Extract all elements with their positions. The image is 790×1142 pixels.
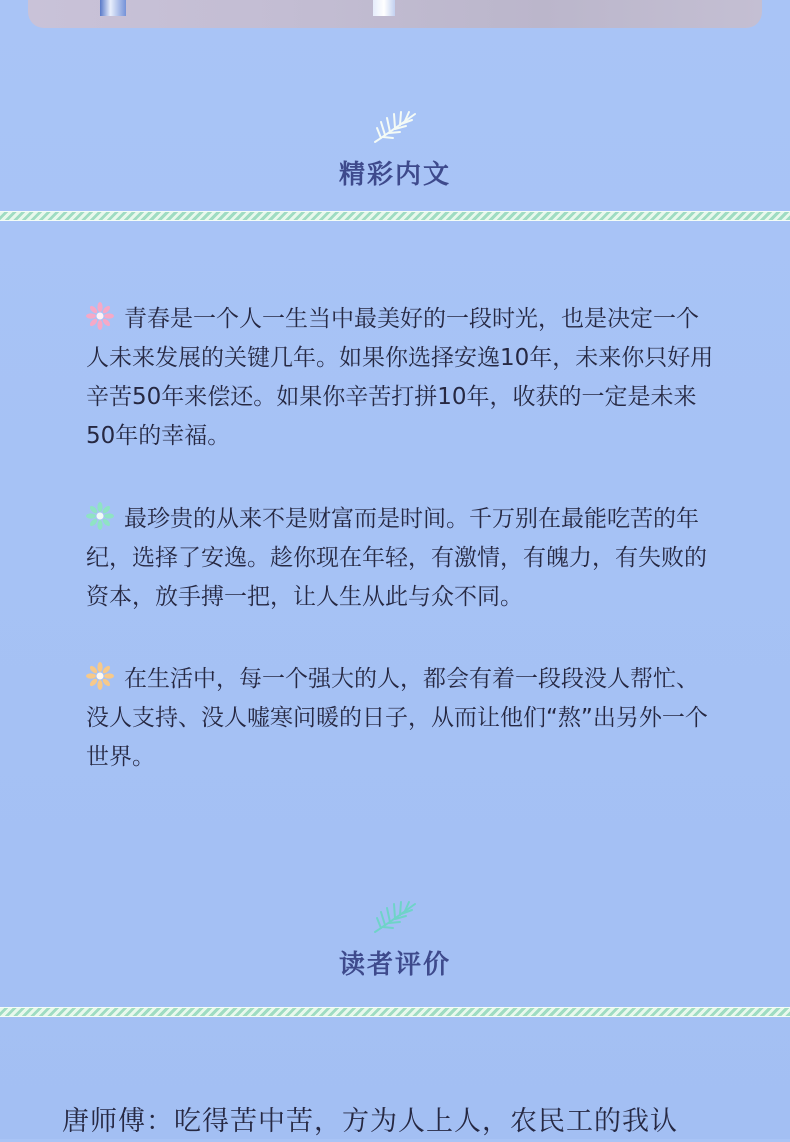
reader-review: 唐师傅：吃得苦中苦，方为人上人，农民工的我认 bbox=[62, 1106, 678, 1137]
section-divider bbox=[0, 211, 790, 221]
excerpt-text: 在生活中，每一个强大的人，都会有着一段段没人帮忙、没人支持、没人嘘寒问暖的日子，从而让他们“熬”出另外一个世界。 bbox=[86, 666, 708, 770]
section-title: 读者评价 bbox=[338, 950, 451, 980]
excerpt-paragraph bbox=[86, 300, 716, 456]
section-title: 精彩内文 bbox=[338, 160, 451, 190]
excerpt-paragraph bbox=[86, 660, 716, 777]
section-header-excerpts bbox=[0, 108, 790, 191]
section-divider bbox=[0, 1007, 790, 1017]
section-header-reviews bbox=[0, 898, 790, 981]
palm-leaf-icon bbox=[369, 898, 421, 936]
daisy-icon bbox=[86, 502, 114, 530]
daisy-icon bbox=[86, 302, 114, 330]
product-photo-bottom bbox=[28, 0, 762, 28]
excerpt-paragraph bbox=[86, 500, 716, 617]
book-page-edge bbox=[373, 0, 395, 16]
book-spine bbox=[100, 0, 126, 16]
excerpt-text: 最珍贵的从来不是财富而是时间。千万别在最能吃苦的年纪，选择了安逸。趁你现在年轻，有激情，有魄力，有失败的资本，放手搏一把，让人生从此与众不同。 bbox=[86, 506, 707, 610]
palm-leaf-icon bbox=[369, 108, 421, 146]
excerpt-text: 青春是一个人一生当中最美好的一段时光，也是决定一个人未来发展的关键几年。如果你选择安逸10年，未来你只好用辛苦50年来偿还。如果你辛苦打拼10年，收获的一定是未来50年的幸福。 bbox=[86, 306, 714, 449]
daisy-icon bbox=[86, 662, 114, 690]
